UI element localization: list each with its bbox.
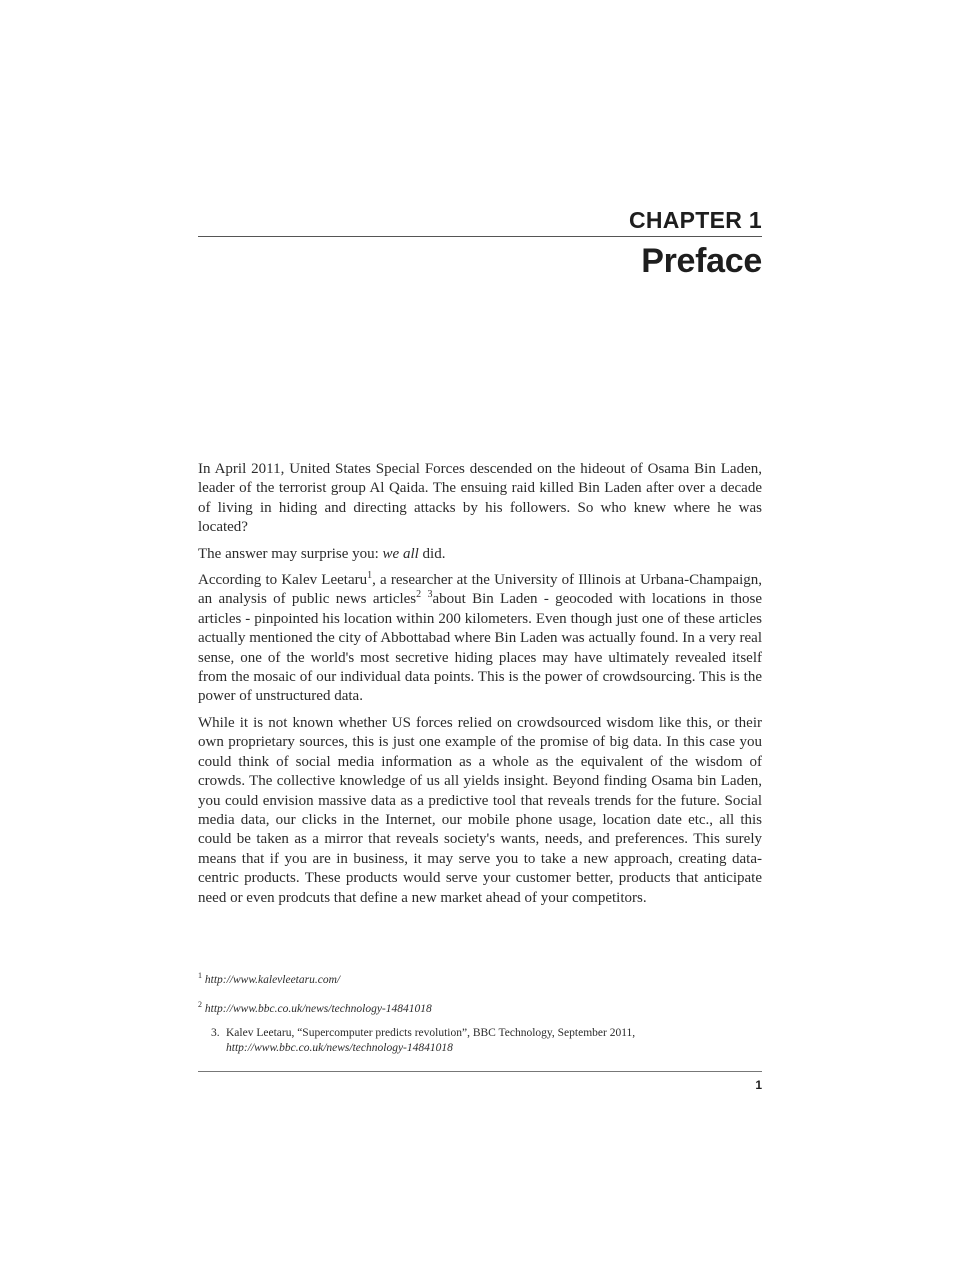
footnote-3 — [198, 1026, 762, 1056]
chapter-rule — [198, 236, 762, 237]
footnote-2-number: 2 — [198, 999, 202, 1009]
footnote-ref-2[interactable]: 2 — [416, 589, 422, 601]
paragraph-4: While it is not known whether US forces relied on crowdsourced wisdom like this, or their own proprietary sources, this is just one example of the promise of big data. In this case you could think of social media information as a whole as the equivalent of the wisdom of crowds. The collective knowledge of us all yields insight. Beyond finding Osama bin Laden, you could envision massive data as a predictive tool that reveals trends for the future. Social media data, our clicks in the Internet, our mobile phone usage, location date etc., all this could be taken as a mirror that reveals society's wants, needs, and preferences. This surely means that if you are in business, it may serve you to take a new approach, creating data-centric products. These products would serve your customer better, products that anticipate need or even prodcuts that define a new market ahead of your competitors. — [198, 714, 762, 906]
chapter-label: CHAPTER 1 — [628, 207, 762, 233]
paragraph-2-emphasis: we all — [382, 545, 419, 562]
paragraph-2-end: did. — [418, 545, 446, 562]
chapter-title: Preface — [641, 242, 762, 280]
body-text — [198, 460, 762, 915]
footnote-ref-3[interactable]: 3 — [427, 589, 433, 601]
footnote-3-link[interactable]: http://www.bbc.co.uk/news/technology-14841018 — [226, 1041, 453, 1054]
paragraph-3-text-c: about Bin Laden - geocoded with locations in those articles - pinpointed his location within 200 kilometers. Even though just one of these articles actually mentioned the city of Abbottabad where Bin Laden was actually found. In a very real sense, one of the world's most secretive hiding places may have ultimately revealed itself from the mosaic of our individual data points. This is the power of crowdsourcing. This is the power of unstructured data. — [198, 591, 762, 705]
footnote-3-text: Kalev Leetaru, “Supercomputer predicts revolution”, BBC Technology, September 2011, — [226, 1026, 636, 1039]
footnotes — [198, 968, 762, 1065]
footnote-3-number: 3. — [211, 1026, 220, 1039]
footnote-1 — [198, 968, 762, 988]
paragraph-2 — [198, 545, 762, 564]
paragraph-3-text-b: , a researcher at the University of Illinois at Urbana-Champaign, an analysis of public news articles — [198, 572, 762, 608]
paragraph-2-text: The answer may surprise you: — [198, 545, 383, 562]
paragraph-3-text-a: According to Kalev Leetaru — [198, 572, 368, 589]
paragraph-1: In April 2011, United States Special Forces descended on the hideout of Osama Bin Laden, leader of the terrorist group Al Qaida. The ensuing raid killed Bin Laden after over a decade of living in hiding and directing attacks by his followers. So who knew where he was located? — [198, 461, 762, 536]
page-number: 1 — [755, 1078, 762, 1092]
footnote-1-number: 1 — [198, 971, 202, 980]
paragraph-3 — [198, 571, 762, 707]
footnote-2-link[interactable]: http://www.bbc.co.uk/news/technology-14841018 — [204, 1002, 432, 1015]
footnote-1-link[interactable]: http://www.kalevleetaru.com/ — [204, 973, 341, 986]
footer-rule — [198, 1071, 762, 1072]
footnote-ref-1[interactable]: 1 — [367, 570, 373, 582]
footnote-3-body — [226, 1026, 762, 1056]
footnote-2 — [198, 997, 762, 1017]
